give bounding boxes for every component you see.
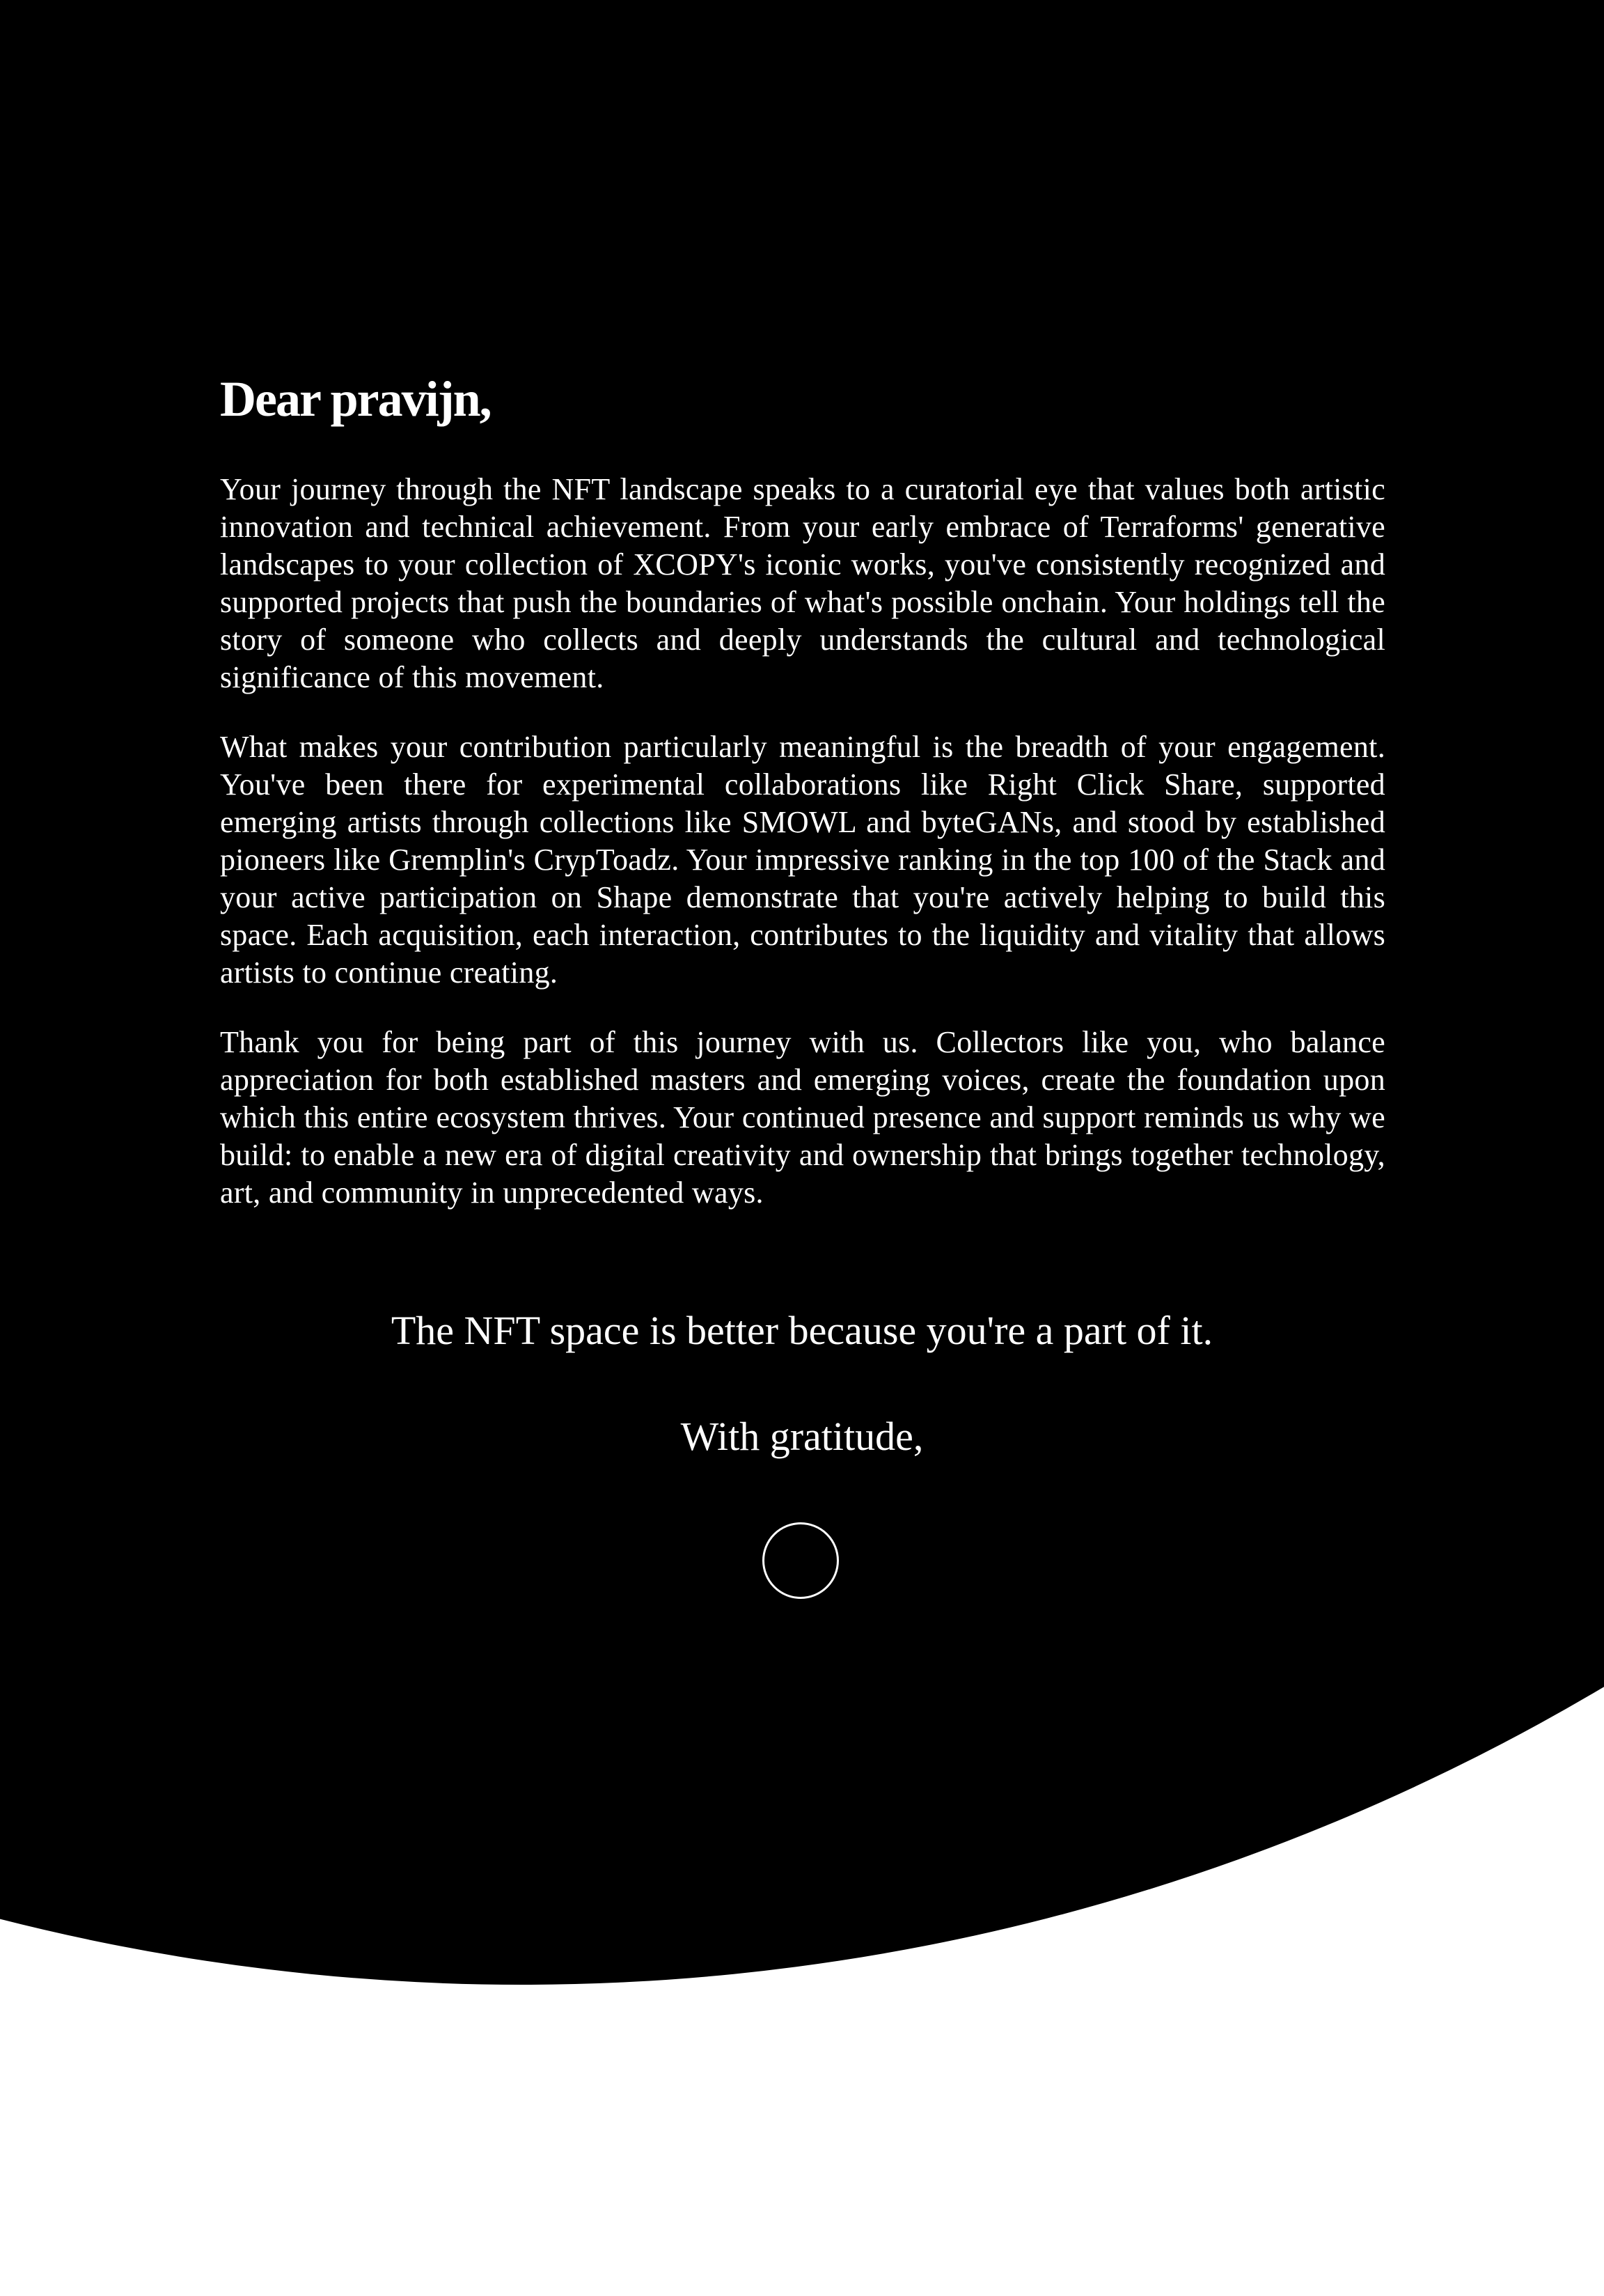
greeting: Dear pravijn, [220, 371, 491, 427]
paragraph-1: Your journey through the NFT landscape speaks to a curatorial eye that values both artistic innovation and technical achievement. From your early embrace of Terraforms' generative landscapes to your collection of XCOPY's iconic works, you've consistently recognized and supported projects that push the boundaries of what's possible onchain. Your holdings tell the story of someone who collects and deeply understands the cultural and technological significance of this movement. [220, 472, 1385, 695]
circle-signature-icon [762, 1522, 839, 1599]
paragraph-2: What makes your contribution particularly meaningful is the breadth of your engagement. You've been there for experimental collaborations like Right Click Share, supported emerging artists through collections like SMOWL and byteGANs, and stood by established pioneers like Gremplin's CrypToadz. Your impressive ranking in the top 100 of the Stack and your active participation on Shape demonstrate that you're actively helping to build this space. Each acquisition, each interaction, contributes to the liquidity and vitality that allows artists to continue creating. [220, 730, 1385, 990]
letter-body [220, 369, 1385, 1244]
paragraph-3: Thank you for being part of this journey with us. Collectors like you, who balance appreciation for both established masters and emerging voices, create the foundation upon which this entire ecosystem thrives. Your continued presence and support reminds us why we build: to enable a new era of digital creativity and ownership that brings together technology, art, and community in unprecedented ways. [220, 1025, 1385, 1210]
signoff: With gratitude, [680, 1414, 924, 1459]
closing-line: The NFT space is better because you're a part of it. [391, 1308, 1213, 1353]
